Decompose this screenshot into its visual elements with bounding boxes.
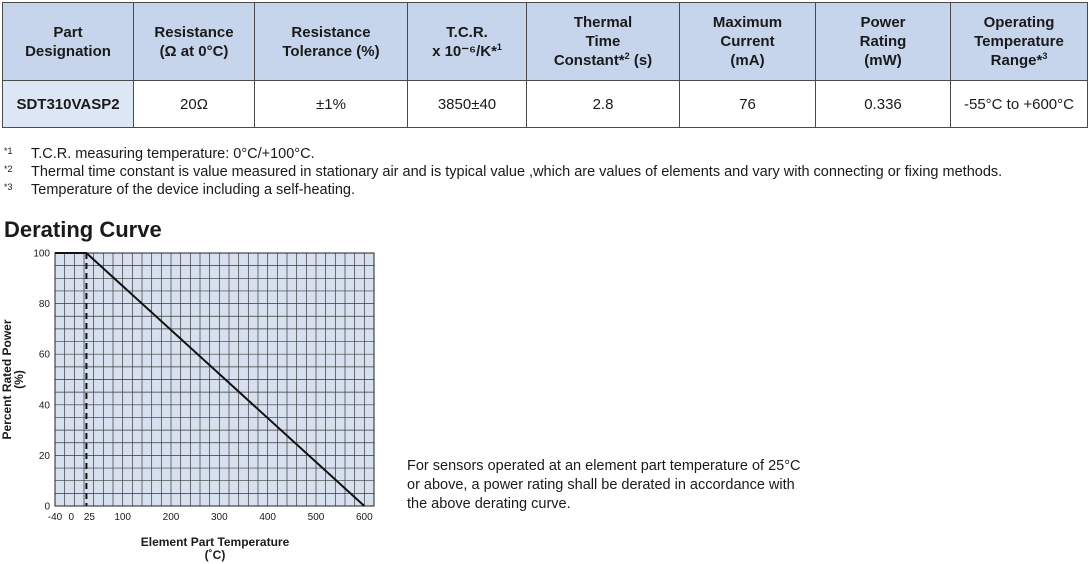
x-axis-label-line: Element Part Temperature — [140, 535, 290, 549]
footnote-mark: *1 — [4, 146, 13, 156]
header-line: (mW) — [864, 52, 902, 69]
footnote-ref: 3 — [1042, 51, 1048, 61]
x-tick-label: 300 — [210, 512, 228, 523]
y-tick-label: 40 — [38, 400, 50, 412]
header-line: Temperature — [974, 33, 1064, 50]
x-tick-label: 500 — [307, 512, 325, 523]
y-axis-label-line: Percent Rated Power — [0, 319, 14, 440]
footnote-text: T.C.R. measuring temperature: 0°C/+100°C. — [31, 146, 315, 162]
header-unit: (s) — [629, 52, 653, 69]
table-cell: 76 — [680, 81, 816, 128]
header-line: Resistance — [154, 23, 234, 41]
x-tick-label: -40 — [47, 512, 63, 523]
header-line: Power — [860, 14, 906, 31]
column-header — [680, 3, 816, 81]
table-cell: ±1% — [255, 81, 408, 128]
footnote-text: Temperature of the device including a self-heating. — [31, 182, 356, 198]
column-header — [951, 3, 1088, 81]
derating-chart — [0, 240, 395, 564]
table-cell: -55°C to +600°C — [951, 81, 1088, 128]
footnote-ref: 1 — [496, 41, 502, 52]
header-line: Maximum — [712, 14, 783, 31]
table-cell: 2.8 — [527, 81, 680, 128]
header-line: Current — [720, 33, 775, 50]
table-cell: 0.336 — [816, 81, 951, 128]
table-cell: 20Ω — [134, 81, 255, 128]
x-tick-label: 0 — [68, 512, 75, 523]
header-line: Resistance — [291, 23, 371, 41]
y-axis-label-line: (%) — [12, 370, 26, 389]
y-tick-label: 100 — [33, 248, 50, 260]
section-title: Derating Curve — [4, 217, 162, 242]
footnote-ref: 2 — [624, 51, 630, 61]
column-header — [3, 3, 134, 81]
y-tick-label: 80 — [38, 299, 50, 311]
x-tick-label: 400 — [259, 512, 277, 523]
y-tick-label: 60 — [38, 349, 50, 361]
footnotes — [4, 145, 1087, 199]
column-header — [408, 3, 527, 81]
header-line: Tolerance (%) — [282, 42, 380, 60]
table-cell: 3850±40 — [408, 81, 527, 128]
footnote — [4, 181, 1087, 199]
footnote-mark: *3 — [4, 182, 13, 192]
x-tick-label: 25 — [83, 512, 95, 523]
y-tick-label: 20 — [38, 450, 50, 462]
column-header — [816, 3, 951, 81]
x-axis-label-line: (˚C) — [204, 548, 226, 562]
header-line: T.C.R. — [446, 23, 488, 41]
y-axis-label — [0, 319, 26, 439]
x-tick-label: 100 — [114, 512, 132, 523]
derating-note: For sensors operated at an element part temperature of 25°C or above, a power rating shall be derated in accordance with the above derating curve. — [407, 458, 801, 512]
x-tick-label: 200 — [162, 512, 180, 523]
footnote — [4, 163, 1087, 181]
header-line: x 10⁻⁶/K* — [432, 42, 497, 60]
column-header — [134, 3, 255, 81]
header-line: (Ω at 0°C) — [159, 42, 229, 60]
footnote — [4, 145, 1087, 163]
header-line: Rating — [859, 33, 907, 50]
header-line: Part — [53, 23, 83, 41]
column-header — [255, 3, 408, 81]
footnote-mark: *2 — [4, 164, 13, 174]
header-line: Thermal — [573, 14, 633, 31]
x-tick-label: 600 — [355, 512, 373, 523]
footnote-text: Thermal time constant is value measured in stationary air and is typical value ,which are values of elements and vary with connecting or fixing methods. — [31, 164, 1003, 180]
table-row — [3, 81, 1088, 128]
y-tick-label: 0 — [44, 501, 50, 513]
header-line: (mA) — [730, 52, 765, 69]
part-designation-cell: SDT310VASP2 — [3, 81, 134, 128]
spec-table — [2, 2, 1088, 128]
header-line: Range* — [990, 52, 1043, 69]
table-header-row — [3, 3, 1088, 81]
header-line: Constant* — [553, 52, 625, 69]
header-line: Designation — [25, 42, 111, 60]
header-line: Operating — [983, 14, 1055, 31]
column-header — [527, 3, 680, 81]
header-line: Time — [585, 33, 621, 50]
